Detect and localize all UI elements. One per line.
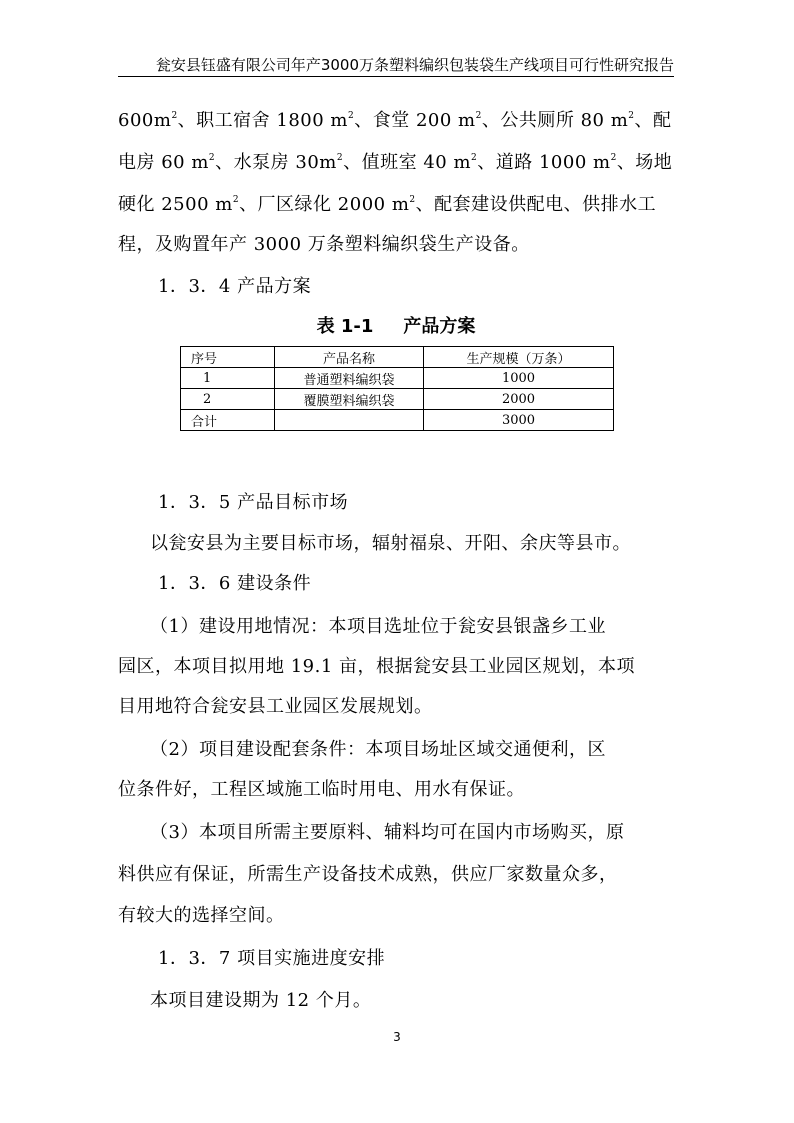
section-136-p1-line-3: 目用地符合瓮安县工业园区发展规划。 (118, 696, 433, 717)
table-title-text: 产品方案 (403, 316, 476, 337)
intro-line-3: 硬化 2500 $m^2$、厂区绿化 2000 $m^2$、配套建设供配电、供排水工 (118, 194, 657, 215)
section-137-heading: 1．3．7 项目实施进度安排 (158, 948, 386, 969)
section-135-body: 以瓮安县为主要目标市场，辐射福泉、开阳、余庆等县市。 (150, 533, 631, 554)
section-136-p3-line-3: 有较大的选择空间。 (118, 905, 285, 926)
table-title-label: 表 1-1 (316, 316, 374, 337)
table-header-cell: 生产规模（万条） (424, 347, 614, 368)
section-137-body: 本项目建设期为 12 个月。 (150, 990, 372, 1011)
table-cell: 2000 (424, 389, 614, 410)
intro-line-1: $600m^2$、职工宿舍 1800 $m^2$、食堂 200 $m^2$、公共厕所 80 $m^2$、配 (118, 110, 672, 131)
section-136-p2-line-1: （2）项目建设配套条件：本项目场址区域交通便利，区 (150, 739, 606, 760)
table-cell: 3000 (424, 410, 614, 431)
section-135-heading: 1．3．5 产品目标市场 (158, 492, 349, 513)
table-header-cell: 产品名称 (275, 347, 424, 368)
table-cell: 2 (181, 389, 275, 410)
section-134-heading: 1．3．4 产品方案 (158, 276, 312, 297)
page-number: 3 (393, 1030, 401, 1044)
intro-line-4: 程，及购置年产 3000 万条塑料编织袋生产设备。 (118, 234, 530, 255)
intro-line-2: 电房 60 $m^2$、水泵房 $30m^2$、值班室 40 $m^2$、道路 1000 $m^2$、场地 (118, 152, 673, 173)
table-header-row (181, 347, 614, 368)
section-136-p1-line-2: 园区，本项目拟用地 19.1 亩，根据瓮安县工业园区规划，本项 (118, 656, 636, 677)
table-cell: 普通塑料编织袋 (275, 368, 424, 389)
table-cell: 1 (181, 368, 275, 389)
table-row (181, 368, 614, 389)
running-header: 瓮安县钰盛有限公司年产3000万条塑料编织包装袋生产线项目可行性研究报告 (155, 56, 674, 74)
header-rule (118, 76, 674, 77)
section-136-p1-line-1: （1）建设用地情况：本项目选址位于瓮安县银盏乡工业 (150, 616, 606, 637)
table-cell: 1000 (424, 368, 614, 389)
section-136-p2-line-2: 位条件好，工程区域施工临时用电、用水有保证。 (118, 779, 525, 800)
section-136-heading: 1．3．6 建设条件 (158, 573, 312, 594)
product-table (180, 346, 614, 431)
table-cell: 覆膜塑料编织袋 (275, 389, 424, 410)
section-136-p3-line-2: 料供应有保证，所需生产设备技术成熟，供应厂家数量众多， (118, 864, 618, 885)
table-cell: 合计 (181, 410, 275, 431)
table-header-cell: 序号 (181, 347, 275, 368)
table-cell (275, 410, 424, 431)
section-136-p3-line-1: （3）本项目所需主要原料、辅料均可在国内市场购买，原 (150, 822, 625, 843)
table-row (181, 389, 614, 410)
table-title (118, 312, 674, 338)
table-row (181, 410, 614, 431)
